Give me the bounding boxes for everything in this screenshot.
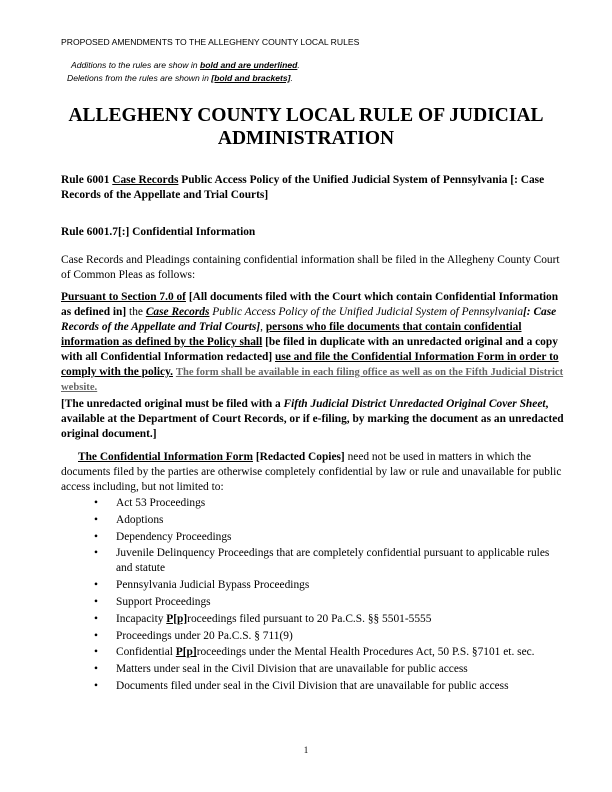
exceptions-span: The Confidential Information Form (78, 451, 253, 463)
list-item (92, 679, 562, 694)
list-item-text: Adoptions (116, 513, 164, 526)
exceptions-span: [Redacted Copies] (252, 451, 345, 463)
deletions-legend-marked: [bold and brackets] (211, 73, 291, 83)
document-title: ALLEGHENY COUNTY LOCAL RULE OF JUDICIAL ADMINISTRATION (68, 105, 544, 149)
exceptions-paragraph (61, 450, 571, 495)
additions-legend (71, 60, 300, 70)
rule-heading-prefix: Rule 6001 (61, 174, 113, 186)
page-header: PROPOSED AMENDMENTS TO THE ALLEGHENY COUNTY LOCAL RULES (61, 37, 360, 47)
list-item-text: Dependency Proceedings (116, 530, 232, 543)
policy-span: Pursuant to Section 7.0 of (61, 291, 186, 303)
rule-heading-added: Case Records (112, 174, 179, 186)
cover-sheet-span: , available at the Department of Court Records, or if e-filing, by marking the document as an unredacted original document.] (61, 398, 564, 440)
list-item-text: Juvenile Delinquency Proceedings that are completely confidential pursuant to applicable rules and statute (116, 547, 550, 575)
list-item-text: Proceedings under 20 Pa.C.S. § 711(9) (116, 629, 293, 642)
policy-span: Case Records (145, 306, 210, 318)
list-item (92, 496, 562, 511)
policy-span: use and file the Confidential Information Form in order to comply with the policy. (61, 351, 559, 378)
policy-span: persons who file documents that contain confidential information as defined by the Policy shall (61, 321, 522, 348)
rule-heading (61, 173, 571, 203)
list-item-text: Documents filed under seal in the Civil Division that are unavailable for public access (116, 679, 509, 692)
policy-paragraph (61, 290, 571, 395)
policy-span: the (126, 306, 146, 318)
policy-span: [: Case Records of the Appellate and Trial Courts] (61, 306, 557, 333)
list-item (92, 595, 562, 610)
deletions-legend-suffix: . (290, 73, 293, 83)
list-item (92, 546, 562, 576)
list-item-text: Support Proceedings (116, 595, 211, 608)
policy-span: , (260, 321, 266, 333)
list-item (92, 530, 562, 545)
list-item (92, 513, 562, 528)
list-item-text: Matters under seal in the Civil Division that are unavailable for public access (116, 663, 468, 676)
list-item-text: Incapacity (116, 612, 167, 625)
cover-sheet-paragraph (61, 397, 571, 442)
exceptions-span: need not be used in matters in which the documents filed by the parties are otherwise completely confidential by law or rule and unavailable for public access including, but not limited to: (61, 451, 562, 493)
policy-span: Public Access Policy of the Unified Judicial System of Pennsylvania (209, 306, 524, 318)
list-item-text: roceedings filed pursuant to 20 Pa.C.S. §§ 5501-5555 (187, 612, 432, 625)
list-item (92, 662, 562, 677)
policy-span: [All documents filed with the Court which contain Confidential Information as defined in] (61, 291, 559, 318)
list-item (92, 578, 562, 593)
additions-legend-suffix: . (297, 60, 300, 70)
list-item (92, 612, 562, 627)
intro-paragraph: Case Records and Pleadings containing confidential information shall be filed in the Allegheny County Court of Common Pleas as follows: (61, 254, 560, 281)
proceedings-list (92, 496, 562, 696)
list-item-text: Confidential (116, 646, 176, 659)
deletions-legend (67, 73, 293, 83)
list-item-text: Act 53 Proceedings (116, 497, 206, 509)
list-item-text: roceedings under the Mental Health Procedures Act, 50 P.S. §7101 et. sec. (196, 646, 535, 659)
list-item-text: Pennsylvania Judicial Bypass Proceedings (116, 579, 310, 592)
list-item (92, 645, 562, 660)
list-item-text: P[p] (175, 646, 197, 659)
section-subheading: Rule 6001.7[:] Confidential Information (61, 226, 256, 238)
deletions-legend-prefix: Deletions from the rules are shown in (67, 73, 212, 83)
page-number: 1 (303, 745, 309, 755)
policy-span: The form shall be available in each filing office as well as on the Fifth Judicial District website. (61, 367, 564, 393)
list-item-text: P[p] (166, 612, 188, 625)
rule-heading-rest: Public Access Policy of the Unified Judicial System of Pennsylvania [: Case Records of the Appellate and Trial Courts] (61, 174, 545, 201)
policy-span: [be filed in duplicate with an unredacted original and a copy with all Confidential Information redacted] (61, 336, 558, 363)
list-item (92, 629, 562, 644)
cover-sheet-span: Fifth Judicial District Unredacted Original Cover Sheet (283, 398, 546, 410)
additions-legend-marked: bold and are underlined (199, 60, 298, 70)
additions-legend-prefix: Additions to the rules are show in (71, 60, 200, 70)
cover-sheet-span: [The unredacted original must be filed with a (61, 398, 284, 410)
